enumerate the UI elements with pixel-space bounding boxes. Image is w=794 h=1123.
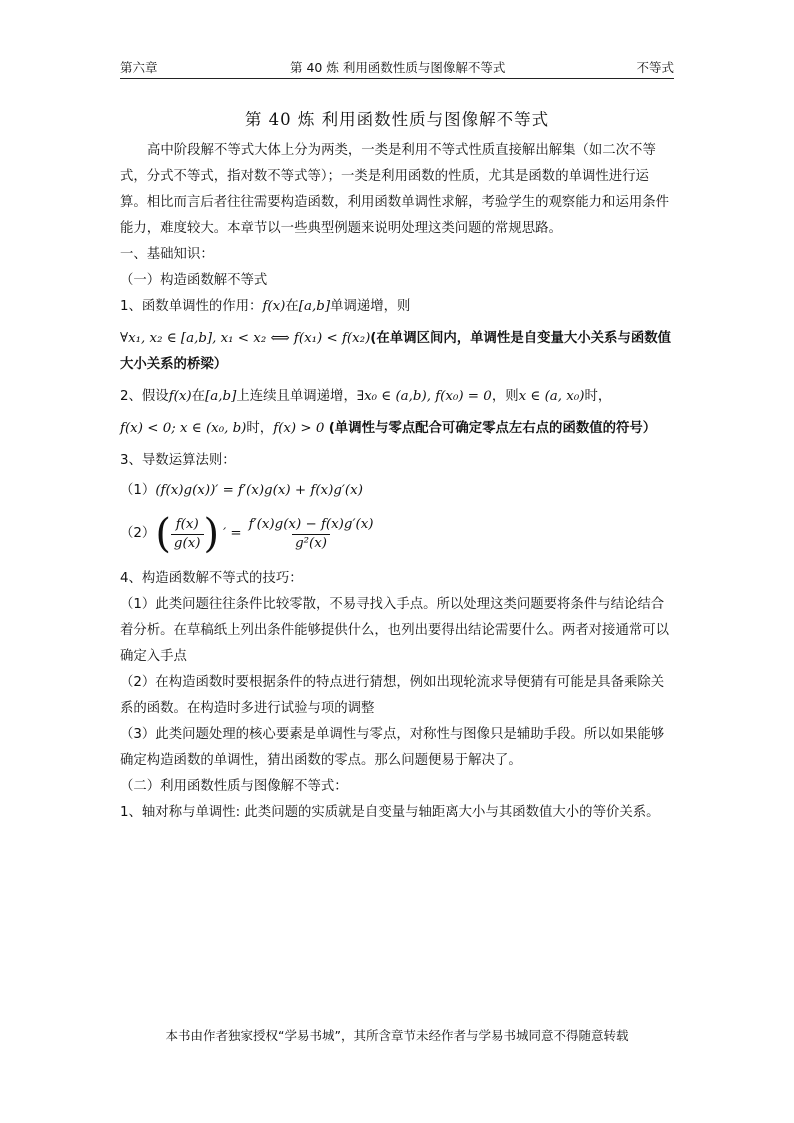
item-1: 1、函数单调性的作用：f(x)在[a,b]单调递增，则 [120, 299, 411, 314]
header-section: 第 40 炼 利用函数性质与图像解不等式 [290, 60, 506, 75]
item-1-detail [120, 326, 675, 378]
quotient-rule: （2） ( $\frac{f(x)}{g(x)}$ ) ′ = $\frac{f'(x)g(x) - f(x)g'(x)}{\text{g²(x)}}$ [120, 506, 675, 562]
quotient-result-fraction: $\frac{f'(x)g(x) - f(x)g'(x)}{\text{g²(x)}}$ [248, 516, 374, 551]
page-header [120, 58, 674, 79]
math-interval: [a,b] [298, 299, 331, 314]
subsection-construct-heading: （一）构造函数解不等式 [120, 273, 268, 288]
quotient-fraction: $\frac{f(x)}{g(x)}$ [171, 516, 204, 553]
document-body [120, 138, 675, 826]
item-2-detail: f(x) < 0; x ∈ (x₀, b)时，f(x) > 0 (单调性与零点配合可确定零点左右点的函数值的符号） [120, 421, 657, 436]
math-fx: f(x) [262, 299, 286, 314]
math-zero-point: ∃x₀ ∈ (a,b), f(x₀) = 0 [356, 389, 492, 404]
subsection-properties-heading: （二）利用函数性质与图像解不等式： [120, 779, 348, 794]
tip-3: （3）此类问题处理的核心要素是单调性与零点，对称性与图像只是辅助手段。所以如果能够确定构造函数的单调性，猜出函数的零点。那么问题便易于解决了。 [120, 727, 665, 768]
item-3-heading: 3、导数运算法则： [120, 453, 236, 468]
header-topic: 不等式 [636, 60, 674, 75]
tip-1: （1）此类问题往往条件比较零散，不易寻找入手点。所以处理这类问题要将条件与结论结合着分析。在草稿纸上列出条件能够提供什么，也列出要得出结论需要什么。两者对接通常可以确定入手点 [120, 597, 670, 664]
item-2-note: (单调性与零点配合可确定零点左右点的函数值的符号） [328, 421, 657, 436]
item-1-note: (在单调区间内，单调性是自变量大小关系与函数值大小关系的桥梁） [120, 331, 672, 372]
tip-2: （2）在构造函数时要根据条件的特点进行猜想，例如出现轮流求导便猜有可能是具备乘除关系的函数。在构造时多进行试验与项的调整 [120, 675, 665, 716]
math-product-rule: (f(x)g(x))′ = f′(x)g(x) + f(x)g′(x) [155, 483, 363, 498]
item-4-heading: 4、构造函数解不等式的技巧： [120, 571, 303, 586]
page-title: 第 40 炼 利用函数性质与图像解不等式 [244, 110, 550, 129]
item-5: 1、轴对称与单调性: 此类问题的实质就是自变量与轴距离大小与其函数值大小的等价关系。 [120, 805, 660, 820]
header-chapter: 第六章 [120, 60, 158, 75]
item-2: 2、假设f(x)在[a,b]上连续且单调递增，∃x₀ ∈ (a,b), f(x₀) = 0，则x ∈ (a, x₀)时， [120, 389, 612, 404]
section-basics-heading: 一、基础知识： [120, 247, 214, 262]
product-rule: （1）(f(x)g(x))′ = f′(x)g(x) + f(x)g′(x) [120, 483, 363, 498]
math-monotone-equivalence: ∀x₁, x₂ ∈ [a,b], x₁ < x₂ ⟺ f(x₁) < f(x₂) [120, 331, 371, 346]
page-footer: 本书由作者独家授权“学易书城”，其所含章节未经作者与学易书城同意不得随意转载 [165, 1028, 629, 1043]
intro-paragraph: 高中阶段解不等式大体上分为两类，一类是利用不等式性质直接解出解集（如二次不等式，分式不等式，指对数不等式等）；一类是利用函数的性质，尤其是函数的单调性进行运算。相比而言后者往往需要构造函数，利用函数单调性求解，考验学生的观察能力和运用条件能力，难度较大。本章节以一些典型例题来说明处理这类问题的常规思路。 [120, 143, 670, 236]
